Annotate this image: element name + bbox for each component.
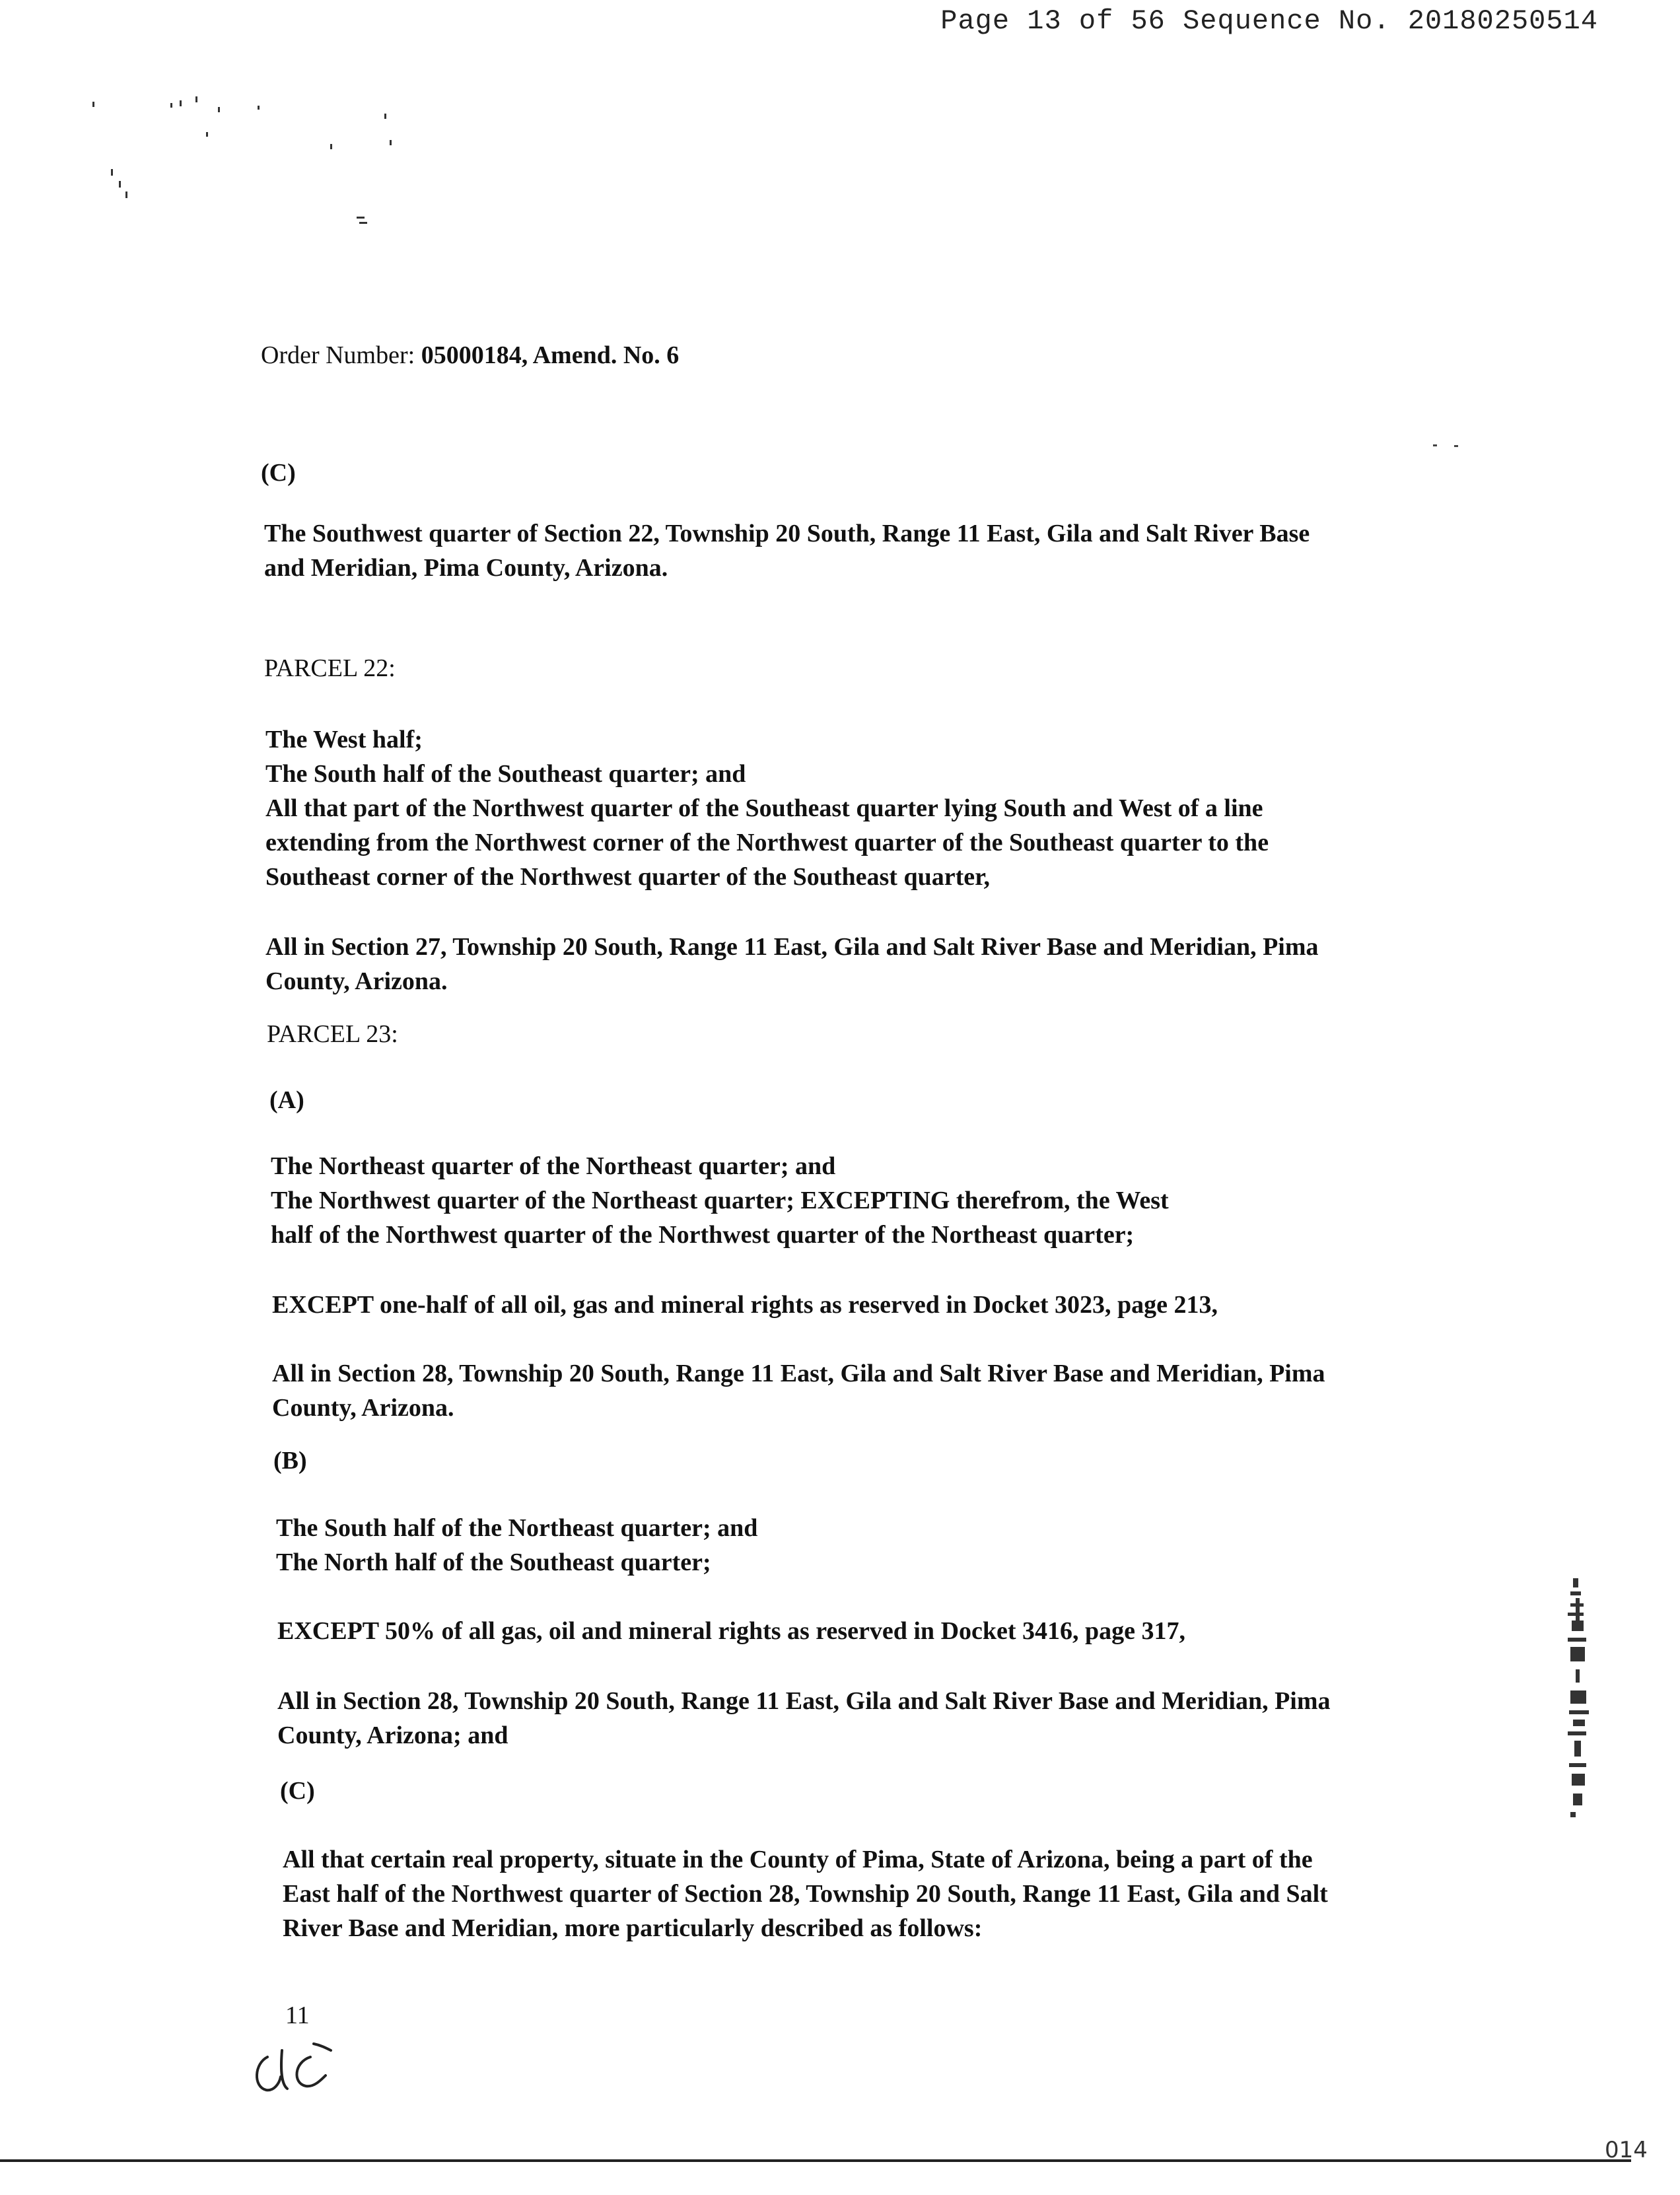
body-line: All that certain real property, situate in the County of Pima, State of Arizona, being a part of the: [283, 1846, 1313, 1873]
section-label-c: (C): [280, 1777, 315, 1805]
body-line: All in Section 28, Township 20 South, Range 11 East, Gila and Salt River Base and Meridian, Pima: [277, 1687, 1331, 1715]
body-line: half of the Northwest quarter of the Northwest quarter of the Northeast quarter;: [271, 1221, 1135, 1249]
body-line: County, Arizona; and: [277, 1722, 508, 1749]
body-line: The North half of the Southeast quarter;: [276, 1549, 711, 1576]
body-line: All that part of the Northwest quarter of the Southeast quarter lying South and West of a line: [265, 794, 1263, 822]
bottom-rule-line: [0, 2159, 1631, 2162]
order-number-value: 05000184, Amend. No. 6: [421, 341, 680, 369]
page-number: 11: [285, 2002, 310, 2029]
page-sequence-header: Page 13 of 56 Sequence No. 20180250514: [940, 5, 1598, 37]
order-number-label: Order Number:: [261, 341, 415, 369]
scan-dots-decoration: [1432, 442, 1465, 449]
body-line: The South half of the Southeast quarter; and: [265, 760, 746, 788]
body-line: The South half of the Northeast quarter; and: [276, 1514, 758, 1542]
parcel-22-heading: PARCEL 22:: [264, 654, 396, 682]
exception-line: EXCEPT one-half of all oil, gas and mineral rights as reserved in Docket 3023, page 213,: [272, 1291, 1218, 1319]
body-line: County, Arizona.: [265, 967, 448, 995]
order-number-line: [261, 338, 679, 372]
body-line: The West half;: [265, 726, 423, 753]
scan-specks-decoration: [79, 92, 449, 264]
body-line: The Southwest quarter of Section 22, Township 20 South, Range 11 East, Gila and Salt River Base: [264, 520, 1310, 547]
body-line: The Northeast quarter of the Northeast quarter; and: [271, 1152, 836, 1180]
body-line: East half of the Northwest quarter of Section 28, Township 20 South, Range 11 East, Gila and Salt: [283, 1880, 1328, 1908]
handwritten-initials: [248, 2031, 340, 2103]
body-line: All in Section 27, Township 20 South, Range 11 East, Gila and Salt River Base and Meridian, Pima: [265, 933, 1319, 961]
section-label-a: (A): [269, 1086, 304, 1114]
body-line: extending from the Northwest corner of the Northwest quarter of the Southeast quarter to the: [265, 829, 1269, 856]
body-line: All in Section 28, Township 20 South, Range 11 East, Gila and Salt River Base and Meridian, Pima: [272, 1360, 1325, 1387]
body-line: River Base and Meridian, more particularly described as follows:: [283, 1914, 983, 1942]
section-label-c: (C): [261, 459, 296, 487]
vertical-stamp-mark: [1558, 1578, 1605, 1842]
body-line: Southeast corner of the Northwest quarter of the Southeast quarter,: [265, 863, 990, 891]
parcel-23-heading: PARCEL 23:: [267, 1020, 398, 1048]
body-line: County, Arizona.: [272, 1394, 454, 1422]
exception-line: EXCEPT 50% of all gas, oil and mineral rights as reserved in Docket 3416, page 317,: [277, 1617, 1186, 1645]
corner-mark: 014: [1605, 2137, 1648, 2163]
section-label-b: (B): [273, 1447, 307, 1475]
body-line: and Meridian, Pima County, Arizona.: [264, 554, 668, 582]
body-line: The Northwest quarter of the Northeast quarter; EXCEPTING therefrom, the West: [271, 1187, 1169, 1214]
